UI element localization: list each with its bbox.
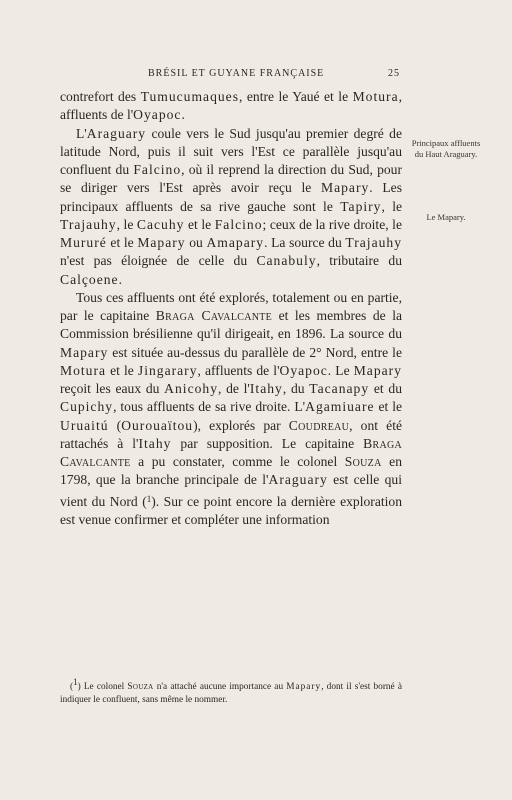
person-name: Souza: [127, 682, 154, 692]
text-run: et le: [184, 216, 215, 232]
place-name: Agamiuare: [305, 399, 375, 415]
text-run: coule vers le Sud jusqu'au premier degré de latitude Nord, puis il suit vers l'Est ce parallèle jusqu'au confluent du: [60, 125, 402, 177]
text-run: est située au-dessus du parallèle de 2° Nord, entre le: [108, 344, 402, 360]
text-run: contrefort des: [60, 89, 141, 104]
paragraph: [60, 289, 402, 529]
text-run: (: [70, 682, 74, 692]
text-run: ). Sur ce point encore la dernière exploration est venue confirmer et compléter une information: [60, 493, 402, 527]
place-name: Tapiry: [340, 198, 382, 214]
place-name: Mapary: [353, 362, 402, 378]
place-name: Cacuhy: [136, 216, 185, 232]
running-title: BRÉSIL ET GUYANE FRANÇAISE: [148, 68, 325, 79]
place-name: Falcino: [214, 216, 263, 232]
text-run: en 1798, que la branche principale de l': [60, 454, 402, 488]
text-run: .: [181, 107, 185, 123]
place-name: Mapary: [286, 682, 322, 692]
paragraph: [60, 125, 402, 289]
text-run: L': [76, 125, 87, 141]
place-name: Trajauhy: [345, 235, 403, 250]
body-text: [60, 88, 402, 529]
text-run: reçoit les eaux du: [60, 381, 165, 396]
place-name: Tumucumaques: [140, 89, 239, 104]
text-run: par supposition. Le capitaine: [171, 435, 364, 451]
text-run: , entre le Yaué et le: [239, 89, 353, 104]
text-run: , affluents de l': [60, 89, 403, 123]
text-run: Tous ces affluents ont été explorés, totalement ou en partie, par le capitaine: [60, 289, 402, 323]
text-run: et le: [374, 399, 402, 415]
person-name: Coudreau: [288, 417, 350, 433]
footnote-ref: 1: [146, 493, 152, 504]
place-name: Calçoene: [60, 271, 119, 287]
text-run: . Le: [327, 362, 354, 378]
text-run: a pu constater, comme le colonel: [130, 454, 345, 469]
person-name: Braga Cavalcante: [155, 308, 273, 323]
text-run: et les membres de la Commission brésilienne qu'il dirigeait, en 1896. La source du: [60, 308, 403, 342]
place-name: Canabuly: [256, 253, 317, 269]
place-name: Araguary: [268, 472, 328, 488]
footnote: [60, 676, 402, 706]
place-name: Mapary: [60, 344, 109, 360]
text-run: , où il reprend la direction du Sud, pour se diriger vers l'Est après avoir reçu le: [60, 162, 402, 196]
text-run: . La source du: [264, 235, 346, 250]
person-name: Souza: [344, 454, 382, 469]
place-name: Anicohy: [164, 381, 218, 396]
place-name: Itahy: [138, 435, 172, 451]
place-name: Falcino: [133, 162, 182, 177]
text-run: est celle qui vient du Nord (: [60, 472, 402, 509]
text-run: , affluents de l': [197, 362, 280, 378]
text-run: , dont il s'est borné à indiquer le confluent, sans même le nommer.: [60, 682, 402, 705]
paragraph: [60, 88, 402, 125]
place-name: Mapary: [137, 235, 186, 250]
text-run: n'est pas éloignée de celle du: [60, 253, 257, 269]
text-run: , tous affluents de sa rive droite. L': [113, 399, 306, 415]
place-name: Uruaitú: [60, 417, 109, 433]
place-name: Amapary: [206, 235, 265, 250]
margin-note: Le Mapary.: [426, 212, 466, 222]
text-run: . Les principaux affluents de sa rive gauche sont le: [60, 180, 402, 214]
text-run: , le: [116, 216, 137, 232]
text-run: .: [118, 271, 122, 287]
footnote-ref: 1: [73, 677, 78, 687]
text-run: ), explorés par: [193, 417, 289, 433]
text-run: , tributaire du: [316, 253, 402, 269]
place-name: Oyapoc: [279, 362, 328, 378]
text-run: , ont été rattachés à l': [60, 417, 402, 451]
text-run: et le: [106, 235, 138, 250]
text-run: ou: [185, 235, 207, 250]
text-run: et du: [369, 381, 402, 396]
place-name: Jingarary: [137, 362, 198, 378]
text-run: (: [108, 417, 122, 433]
text-run: n'a attaché aucune importance au: [153, 682, 287, 692]
place-name: Trajauhy: [60, 216, 117, 232]
text-run: , le: [381, 198, 403, 214]
place-name: Mapary: [321, 180, 370, 196]
place-name: Tacanapy: [309, 381, 370, 396]
margin-note: Principaux affluents du Haut Araguary.: [411, 138, 481, 159]
text-run: , du: [282, 381, 310, 396]
running-header: [60, 68, 400, 79]
place-name: Motura: [60, 362, 107, 378]
place-name: Cupichy: [60, 399, 114, 415]
person-name: Braga Cavalcante: [60, 435, 403, 469]
place-name: Araguary: [86, 125, 147, 141]
place-name: Motura: [352, 89, 399, 104]
place-name: Mururé: [60, 235, 107, 250]
text-run: et le: [106, 362, 138, 378]
text-run: , de l': [218, 381, 250, 396]
place-name: Oyapoc: [133, 107, 182, 123]
text-run: ) Le colonel: [77, 682, 128, 692]
place-name: Itahy: [249, 381, 283, 396]
place-name: Ourouaïtou: [121, 417, 194, 433]
text-run: ; ceux de la rive droite, le: [262, 216, 402, 232]
page-number: 25: [388, 68, 400, 79]
